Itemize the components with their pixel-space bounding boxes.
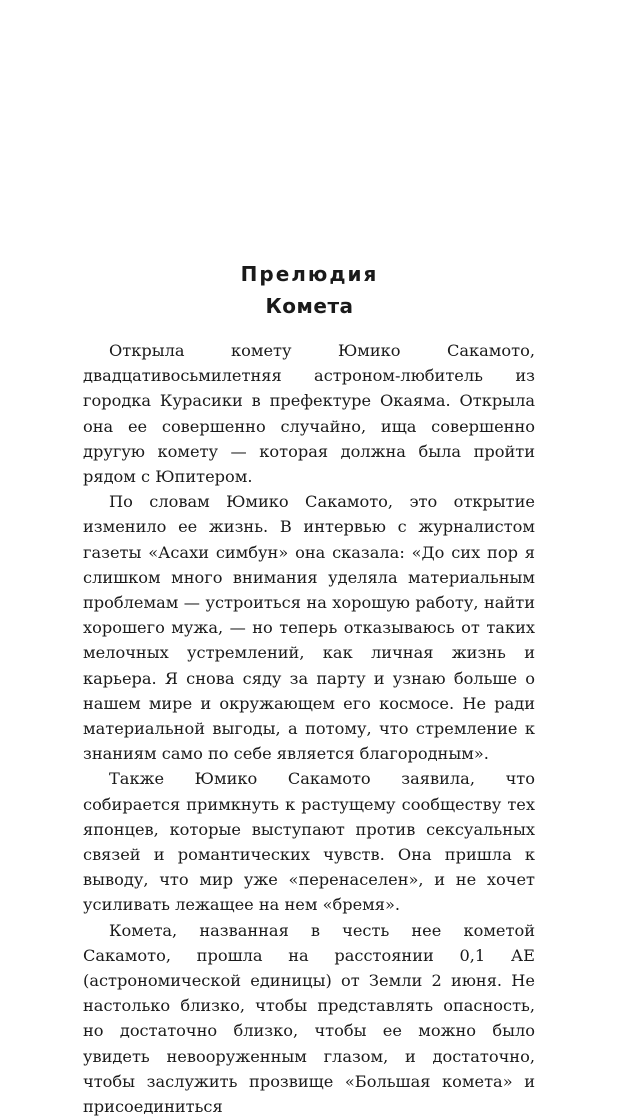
chapter-title: Комета — [265, 294, 354, 318]
paragraph: По словам Юмико Сакамото, это открытие изменило ее жизнь. В интервью с журналистом газеты «Асахи симбун» она сказала: «До сих пор я слишком много внимания уделяла материальным проблемам — устроиться на хорошую работу, найти хорошего мужа, — но теперь отказываюсь от таких мелочных устремлений, как личная жизнь и карьера. Я снова сяду за парту и узнаю больше о нашем мире и окружающем его космосе. Не ради материальной выгоды, а потому, что стремление к знаниям само по себе является благородным». — [83, 492, 535, 764]
body-text — [83, 338, 535, 1119]
paragraph: Открыла комету Юмико Сакамото, двадцативосьмилетняя астроном-любитель из городка Курасики в префектуре Окаяма. Открыла она ее совершенно случайно, ища совершенно другую комету — которая должна была пройти рядом с Юпитером. — [83, 341, 535, 487]
chapter-label: Прелюдия — [240, 262, 379, 286]
paragraph: Также Юмико Сакамото заявила, что собирается примкнуть к растущему сообществу тех японцев, которые выступают против сексуальных связей и романтических чувств. Она пришла к выводу, что мир уже «перенаселен», и не хочет усиливать лежащее на нем «бремя». — [83, 769, 535, 915]
paragraph: Комета, названная в честь нее кометой Сакамото, прошла на расстоянии 0,1 АЕ (астрономической единицы) от Земли 2 июня. Не настолько близко, чтобы представлять опасность, но достаточно близко, чтобы ее можно было увидеть невооруженным глазом, и достаточно, чтобы заслужить прозвище «Большая комета» и присоединиться — [83, 920, 535, 1117]
